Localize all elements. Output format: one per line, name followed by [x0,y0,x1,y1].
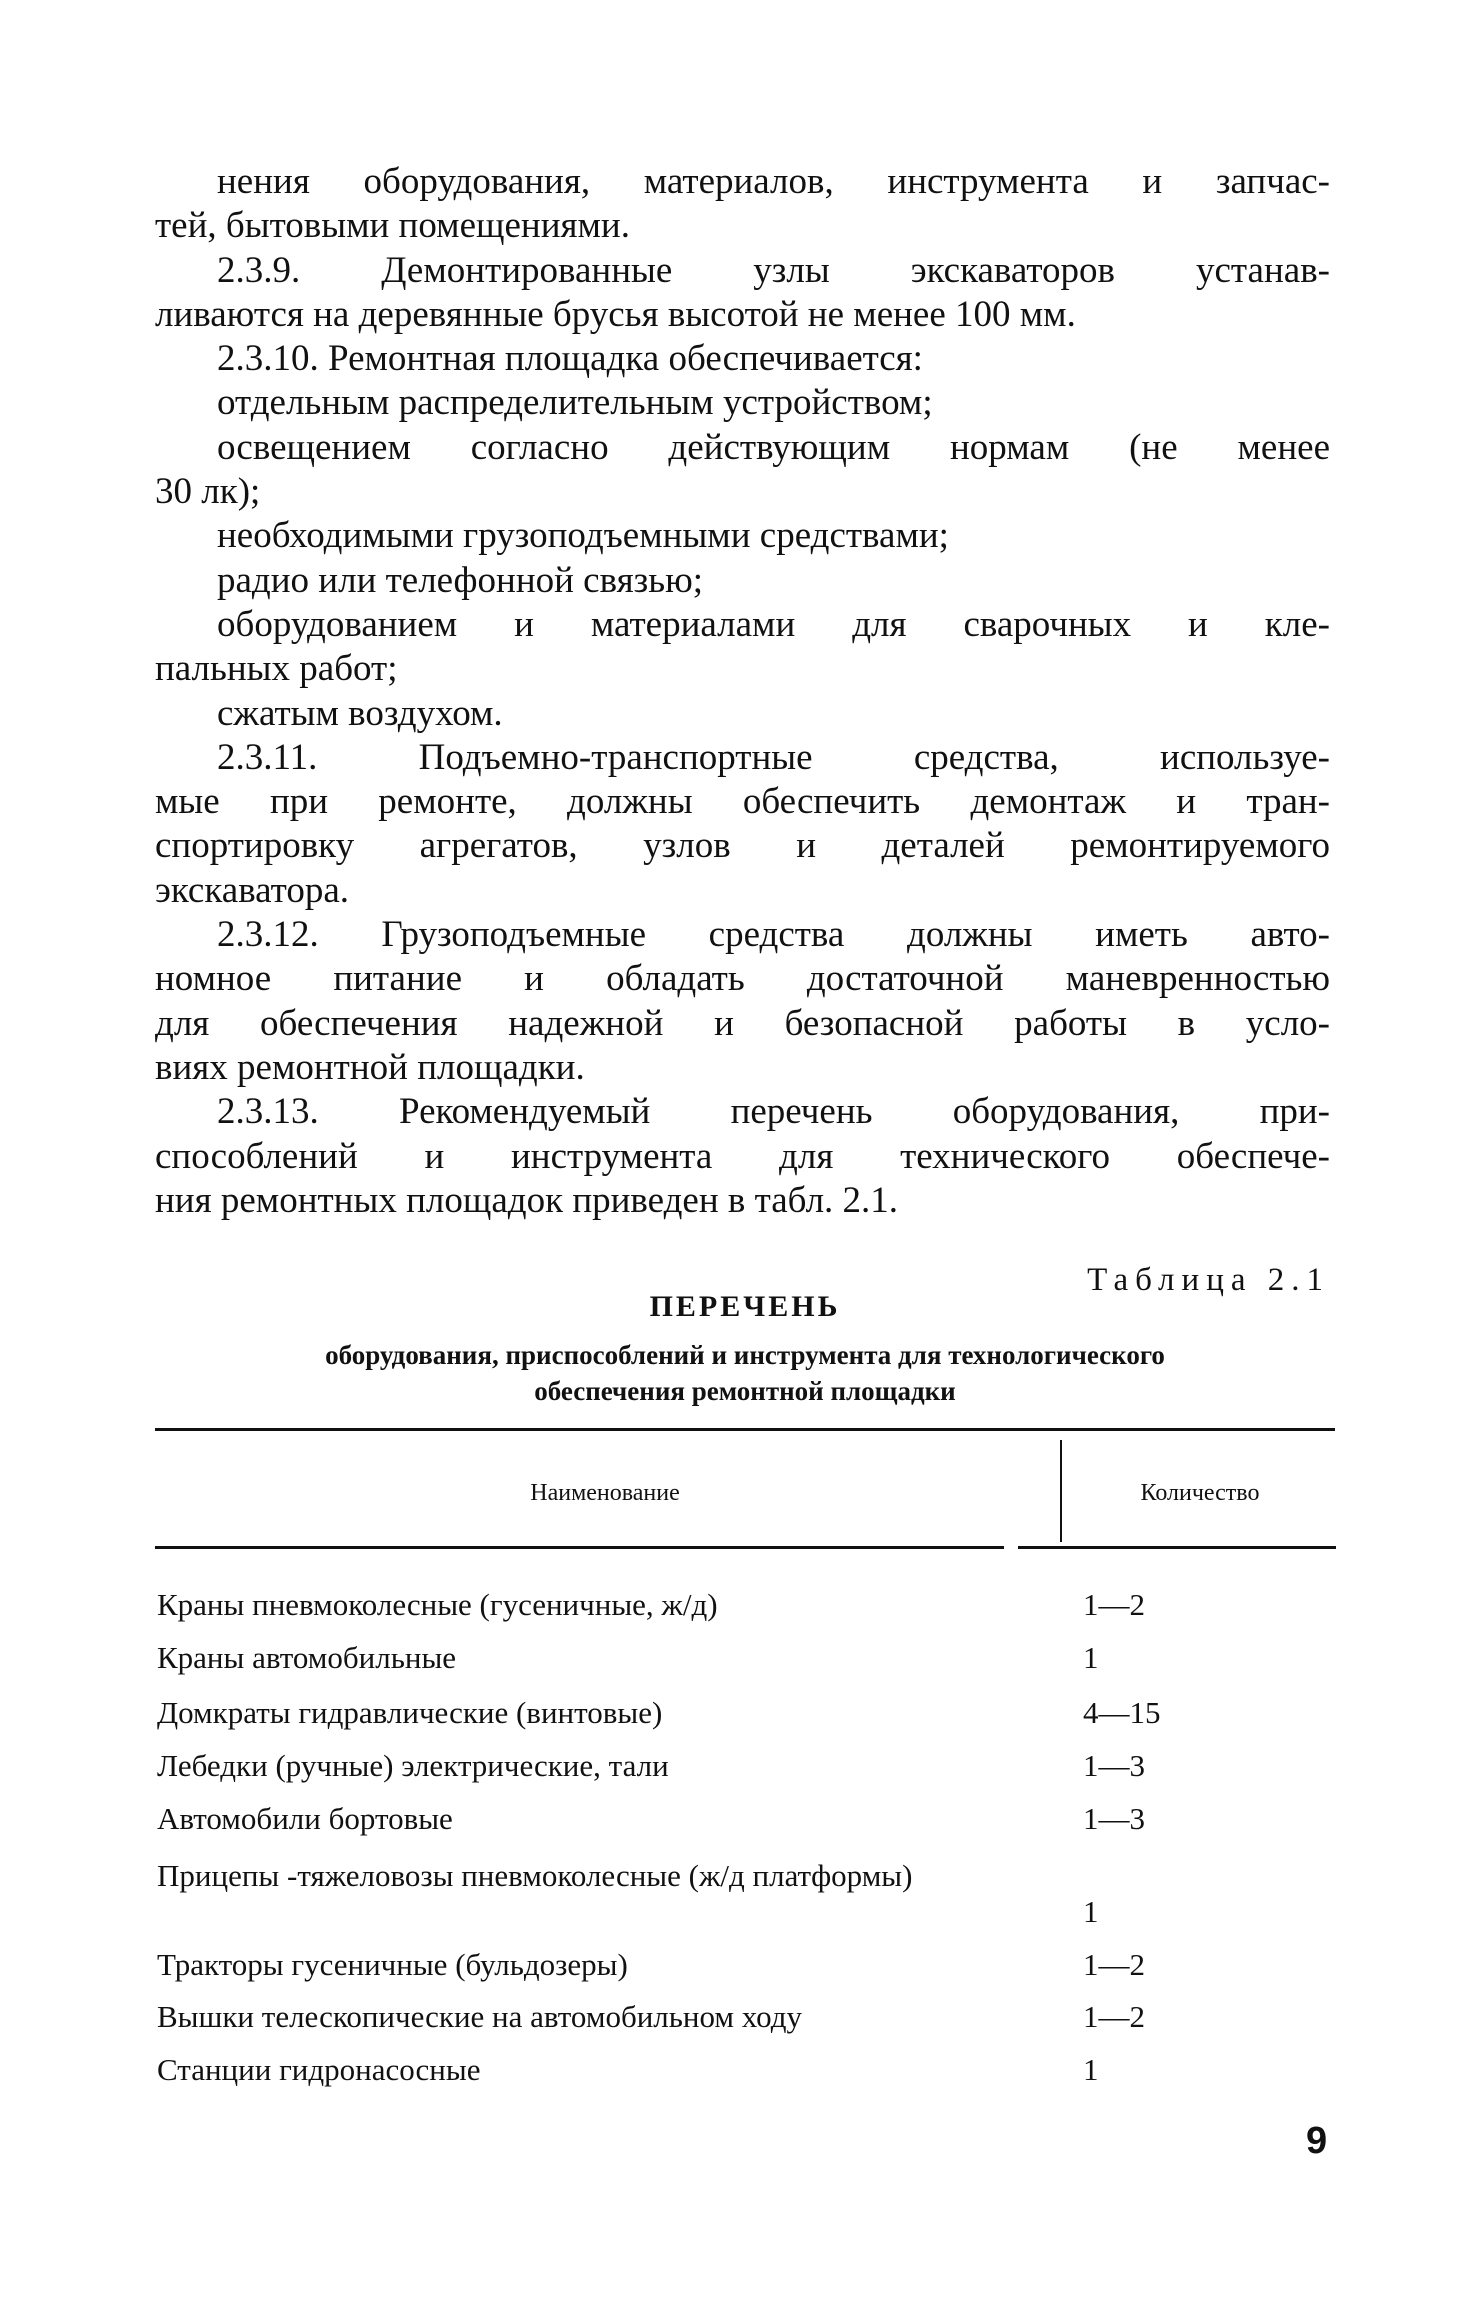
paragraph-line: сжатым воздухом. [217,692,503,734]
table-row-quantity: 1—2 [1083,1999,1145,2034]
paragraph-line: 2.3.10. Ремонтная площадка обеспечивается: [217,338,923,380]
table-subtitle [155,1337,1335,1409]
paragraph-line: для обеспечения надежной и безопасной работы в усло- [155,1002,1330,1044]
table-row-name: Домкраты гидравлические (винтовые) [157,1695,663,1730]
paragraph-line: тей, бытовыми помещениями. [155,205,630,247]
paragraph-line: нения оборудования, материалов, инструмента и запчас- [217,161,1330,202]
table-top-rule [155,1428,1335,1431]
table-row-name: Станции гидронасосные [157,2052,481,2087]
paragraph-line: необходимыми грузоподъемными средствами; [217,515,949,557]
table-row-name: Вышки телескопические на автомобильном ходу [157,1999,802,2034]
paragraph-line: виях ремонтной площадки. [155,1046,585,1088]
table-row-quantity: 4—15 [1083,1695,1161,1730]
table-row-quantity: 1—2 [1083,1947,1145,1982]
header-bottom-rule [155,1546,1004,1549]
table-row-name: Краны автомобильные [157,1640,457,1675]
column-divider [1060,1440,1062,1542]
table-row-name: Лебедки (ручные) электрические, тали [157,1748,669,1783]
paragraph-line: оборудованием и материалами для сварочных и кле- [217,603,1330,645]
paragraph-line: 2.3.11. Подъемно-транспортные средства, используе- [217,736,1330,778]
table-subtitle-line: обеспечения ремонтной площадки [534,1376,956,1406]
table-row-name: Краны пневмоколесные (гусеничные, ж/д) [157,1587,718,1622]
table-row-quantity: 1 [1083,1640,1099,1675]
header-bottom-rule [1018,1546,1336,1549]
table-row-quantity: 1 [1083,2052,1099,2087]
table-row-quantity: 1—3 [1083,1801,1145,1836]
paragraph-line: спортировку агрегатов, узлов и деталей ремонтируемого [155,825,1330,867]
table-row-name: Тракторы гусеничные (бульдозеры) [157,1947,628,1982]
paragraph-line: ливаются на деревянные брусья высотой не менее 100 мм. [155,293,1076,335]
header-quantity: Количество [1140,1480,1260,1506]
table-row-quantity: 1 [1083,1894,1099,1929]
table-row-quantity: 1—3 [1083,1748,1145,1783]
paragraph-line: 2.3.12. Грузоподъемные средства должны иметь авто- [217,914,1330,956]
table-title: ПЕРЕЧЕНЬ [649,1290,841,1323]
page-number: 9 [1306,2120,1328,2162]
table-row-name: Прицепы -тяжеловозы пневмоколесные (ж/д платформы) [157,1858,913,1893]
header-name: Наименование [530,1480,680,1506]
paragraph-line: экскаватора. [155,869,349,911]
paragraph-line: освещением согласно действующим нормам (не менее [217,426,1330,468]
paragraph-line: номное питание и обладать достаточной маневренностью [155,958,1330,1000]
paragraph-line: отдельным распределительным устройством; [217,382,933,424]
table-row-quantity: 1—2 [1083,1587,1145,1622]
body-text [155,160,1330,1223]
paragraph-line: 30 лк); [155,471,261,513]
table-number: Таблица 2.1 [1087,1262,1330,1298]
paragraph-line: мые при ремонте, должны обеспечить демонтаж и тран- [155,781,1330,823]
paragraph-line: 2.3.9. Демонтированные узлы экскаваторов устанав- [217,249,1330,291]
paragraph-line: пальных работ; [155,648,398,690]
table-subtitle-line: оборудования, приспособлений и инструмента для технологического [325,1340,1165,1370]
paragraph-line: ния ремонтных площадок приведен в табл. 2.1. [155,1179,899,1221]
paragraph-line: способлений и инструмента для технического обеспече- [155,1135,1330,1177]
paragraph-line: 2.3.13. Рекомендуемый перечень оборудования, при- [217,1091,1330,1133]
paragraph-line: радио или телефонной связью; [217,559,704,601]
table-row-name: Автомобили бортовые [157,1801,453,1836]
